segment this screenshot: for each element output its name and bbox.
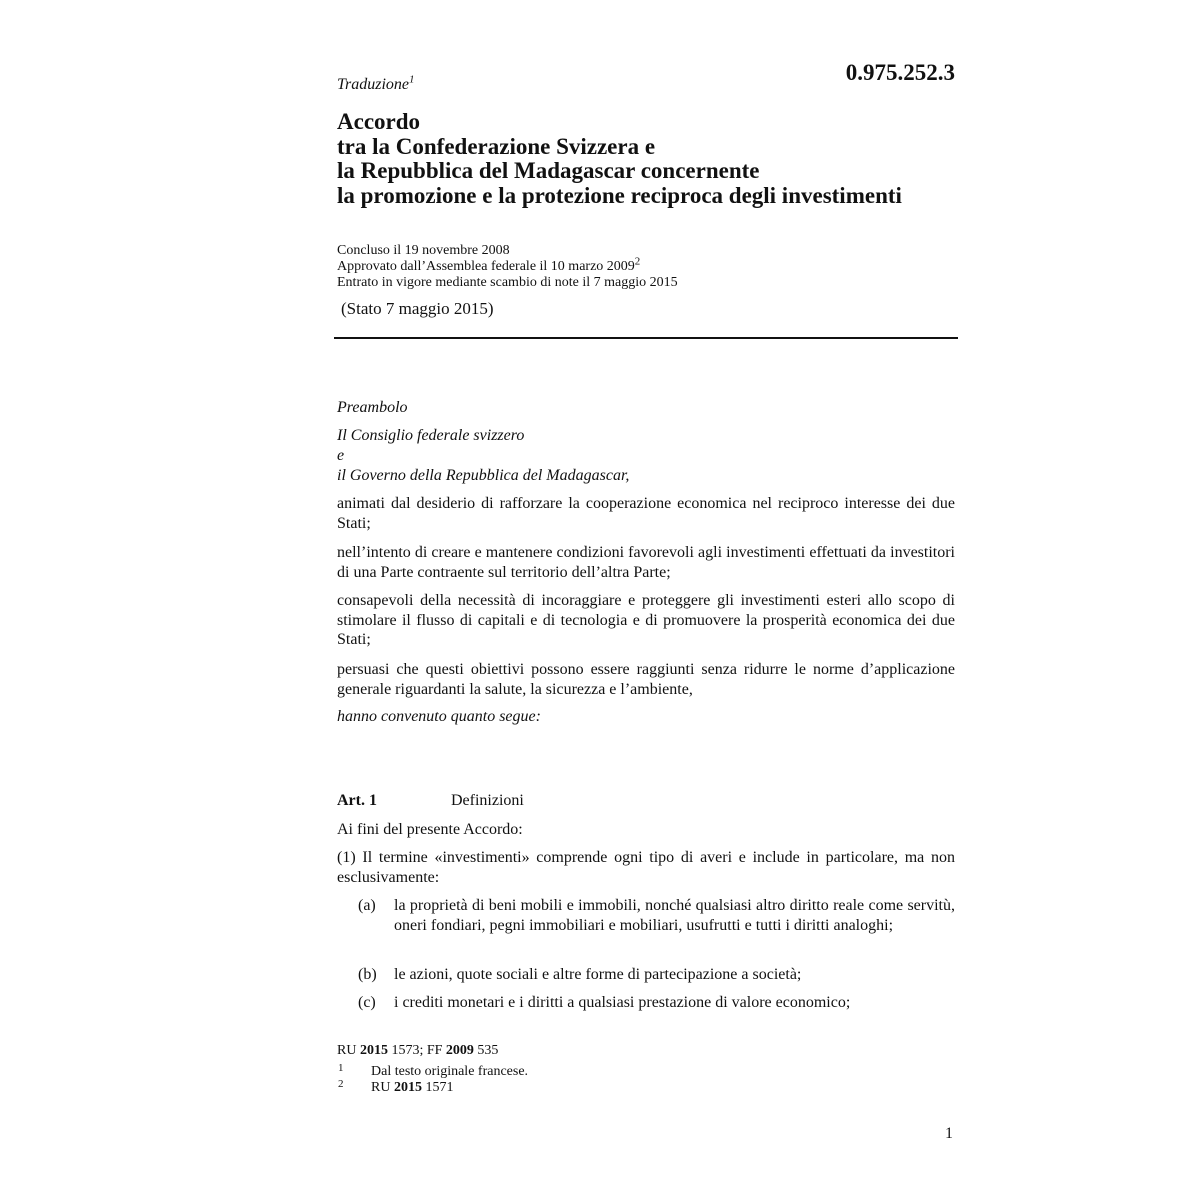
translation-note bbox=[337, 73, 415, 94]
list-item: le azioni, quote sociali e altre forme di partecipazione a società; bbox=[394, 966, 802, 983]
header-divider bbox=[334, 337, 958, 339]
article-intro: Ai fini del presente Accordo: bbox=[337, 821, 523, 838]
list-label: (b) bbox=[358, 966, 377, 983]
list-item: la proprietà di beni mobili e immobili, nonché qualsiasi altro diritto reale come servitù, oneri fondiari, pegni immobiliari e mobiliari, usufrutti e tutti i diritti analoghi; bbox=[394, 897, 955, 934]
document-meta bbox=[337, 243, 678, 291]
official-reference: RU 2015 1573; FF 2009 535 bbox=[337, 1043, 499, 1058]
list-label: (a) bbox=[358, 897, 376, 914]
title-line: la Repubblica del Madagascar concernente bbox=[337, 158, 760, 183]
preamble-conjunction: e bbox=[337, 447, 345, 464]
article-number: Art. 1 bbox=[337, 792, 377, 809]
preamble-party-1: Il Consiglio federale svizzero bbox=[337, 427, 525, 444]
page-number: 1 bbox=[945, 1125, 953, 1142]
document-title bbox=[337, 110, 902, 208]
footnote-number: 1 bbox=[338, 1062, 344, 1074]
meta-approved: Approvato dall’Assemblea federale il 10 marzo 2009$^2$ bbox=[337, 255, 641, 274]
title-line: la promozione e la protezione reciproca degli investimenti bbox=[337, 182, 902, 208]
preamble-heading: Preambolo bbox=[337, 399, 408, 416]
meta-entered: Entrato in vigore mediante scambio di note il 7 maggio 2015 bbox=[337, 275, 678, 290]
preamble-paragraph-4: persuasi che questi obiettivi possono essere raggiunti senza ridurre le norme d’applicazione generale riguardanti la salute, la sicurezza e l’ambiente, bbox=[337, 661, 955, 698]
footnote-marker-1: 1 bbox=[409, 73, 415, 86]
preamble-closing: hanno convenuto quanto segue: bbox=[337, 708, 541, 725]
list-item: i crediti monetari e i diritti a qualsiasi prestazione di valore economico; bbox=[394, 994, 851, 1011]
preamble-paragraph-1: animati dal desiderio di rafforzare la cooperazione economica nel reciproco interesse dei due Stati; bbox=[337, 495, 955, 532]
translation-label: Traduzione bbox=[337, 76, 410, 93]
preamble-party-2: il Governo della Repubblica del Madagascar, bbox=[337, 467, 630, 484]
list-label: (c) bbox=[358, 994, 376, 1011]
meta-concluded: Concluso il 19 novembre 2008 bbox=[337, 243, 510, 258]
status-date: (Stato 7 maggio 2015) bbox=[341, 299, 494, 318]
footnote-number: 2 bbox=[338, 1078, 344, 1090]
article-title: Definizioni bbox=[451, 792, 524, 809]
title-line: tra la Confederazione Svizzera e bbox=[337, 133, 656, 159]
footnote-marker-2: 2 bbox=[634, 255, 641, 268]
sr-number: 0.975.252.3 bbox=[845, 60, 955, 85]
preamble-paragraph-3: consapevoli della necessità di incoraggiare e proteggere gli investimenti esteri allo scopo di stimolare il flusso di capitali e di tecnologia e di promuovere la prosperità economica dei due Stati; bbox=[337, 592, 955, 648]
footnote-text: Dal testo originale francese. bbox=[371, 1064, 529, 1079]
preamble-paragraph-2: nell’intento di creare e mantenere condizioni favorevoli agli investimenti effettuati da investitori di una Parte contraente sul territorio dell’altra Parte; bbox=[337, 544, 955, 581]
title-line: Accordo bbox=[337, 109, 421, 134]
footnote-text: RU 2015 1571 bbox=[371, 1080, 454, 1095]
article-paragraph-1: (1) Il termine «investimenti» comprende ogni tipo di averi e include in particolare, ma non esclusivamente: bbox=[337, 849, 955, 886]
